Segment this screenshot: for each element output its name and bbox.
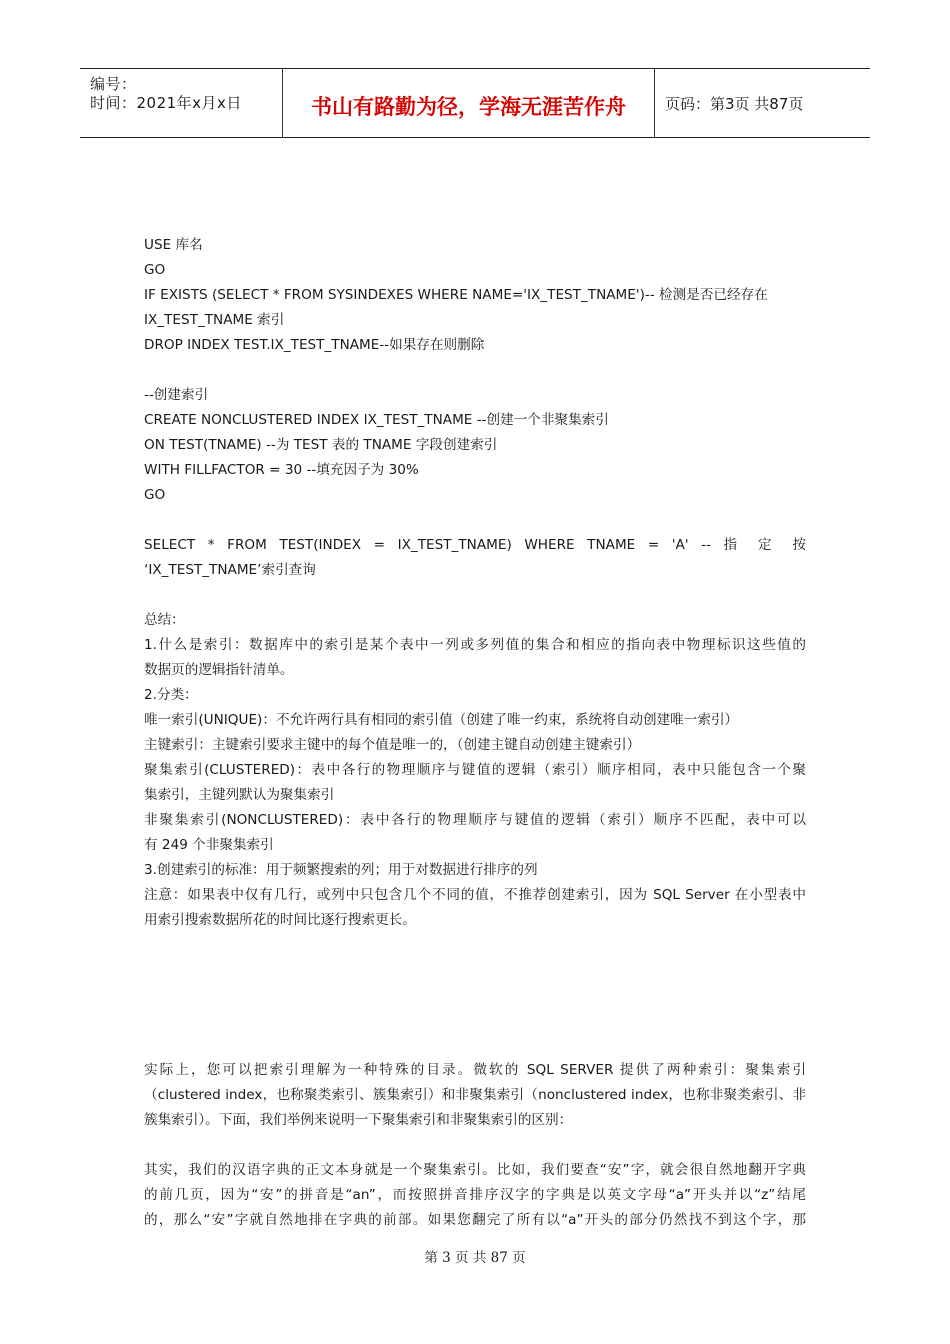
text-line: 有 249 个非聚集索引	[144, 837, 274, 853]
blank-line	[144, 583, 806, 608]
text-line: ‘IX_TEST_TNAME’索引查询	[144, 562, 316, 578]
header-meta-cell	[80, 69, 283, 137]
blank-line	[144, 933, 806, 958]
text-line: 簇集索引）。下面，我们举例来说明一下聚集索引和非聚集索引的区别：	[144, 1112, 573, 1128]
text-line: 总结：	[144, 612, 185, 628]
text-line: CREATE NONCLUSTERED INDEX IX_TEST_TNAME --创建一个非聚集索引	[144, 412, 609, 428]
page-info: 页码：第3页 共87页	[665, 95, 804, 113]
text-line: 3.创建索引的标准：用于频繁搜索的列；用于对数据进行排序的列	[144, 862, 538, 878]
blank-line	[144, 508, 806, 533]
text-line: GO	[144, 262, 166, 278]
page-header	[80, 68, 870, 138]
text-line: （clustered index，也称聚类索引、簇集索引）和非聚集索引（nonclustered index，也称非聚类索引、非	[144, 1087, 806, 1103]
number-label: 编号：	[90, 75, 137, 93]
text-line: 数据页的逻辑指针清单。	[144, 662, 294, 678]
text-line: IF EXISTS (SELECT * FROM SYSINDEXES WHERE NAME='IX_TEST_TNAME')-- 检测是否已经存在	[144, 287, 768, 303]
blank-line	[144, 958, 806, 983]
text-line: 的前几页，因为“安”的拼音是“an”，而按照拼音排序汉字的字典是以英文字母“a”开头并以“z”结尾	[144, 1187, 806, 1203]
text-line: 聚集索引(CLUSTERED)：表中各行的物理顺序与键值的逻辑（索引）顺序相同，表中只能包含一个聚	[144, 762, 806, 778]
text-line: 唯一索引(UNIQUE)：不允许两行具有相同的索引值（创建了唯一约束，系统将自动创建唯一索引）	[144, 712, 739, 728]
motto-text: 书山有路勤为径，学海无涯苦作舟	[311, 94, 626, 119]
text-line: --创建索引	[144, 387, 209, 403]
blank-line	[144, 1008, 806, 1033]
header-page-cell	[655, 69, 870, 137]
text-line: SELECT * FROM TEST(INDEX = IX_TEST_TNAME) WHERE TNAME = 'A' -- 指 定 按	[144, 537, 806, 553]
blank-line	[144, 358, 806, 383]
text-line: 1.什么是索引：数据库中的索引是某个表中一列或多列值的集合和相应的指向表中物理标识这些值的	[144, 637, 806, 653]
text-line: 主键索引：主键索引要求主键中的每个值是唯一的，（创建主键自动创建主键索引）	[144, 737, 641, 753]
text-line: 2.分类：	[144, 687, 198, 703]
text-line: 非聚集索引(NONCLUSTERED)：表中各行的物理顺序与键值的逻辑（索引）顺序不匹配，表中可以	[144, 812, 806, 828]
text-line: USE 库名	[144, 237, 203, 253]
document-body	[144, 233, 806, 1233]
text-line: IX_TEST_TNAME 索引	[144, 312, 285, 328]
blank-line	[144, 1033, 806, 1058]
text-line: DROP INDEX TEST.IX_TEST_TNAME--如果存在则删除	[144, 337, 485, 353]
text-line: 注意：如果表中仅有几行，或列中只包含几个不同的值，不推荐创建索引，因为 SQL Server 在小型表中	[144, 887, 806, 903]
text-line: WITH FILLFACTOR = 30 --填充因子为 30%	[144, 462, 419, 478]
text-line: 集索引，主键列默认为聚集索引	[144, 787, 335, 803]
text-line: ON TEST(TNAME) --为 TEST 表的 TNAME 字段创建索引	[144, 437, 498, 453]
text-line: GO	[144, 487, 166, 503]
text-line: 其实，我们的汉语字典的正文本身就是一个聚集索引。比如，我们要查“安”字，就会很自然地翻开字典	[144, 1162, 806, 1178]
page-footer: 第 3 页 共 87 页	[424, 1250, 526, 1266]
blank-line	[144, 983, 806, 1008]
header-motto-cell	[283, 69, 655, 137]
text-line: 实际上，您可以把索引理解为一种特殊的目录。微软的 SQL SERVER 提供了两种索引：聚集索引	[144, 1062, 806, 1078]
blank-line	[144, 1133, 806, 1158]
text-line: 用索引搜索数据所花的时间比逐行搜索更长。	[144, 912, 416, 928]
time-label: 时间：2021年x月x日	[90, 94, 242, 112]
text-line: 的，那么“安”字就自然地排在字典的前部。如果您翻完了所有以“a”开头的部分仍然找不到这个字，那	[144, 1212, 806, 1228]
